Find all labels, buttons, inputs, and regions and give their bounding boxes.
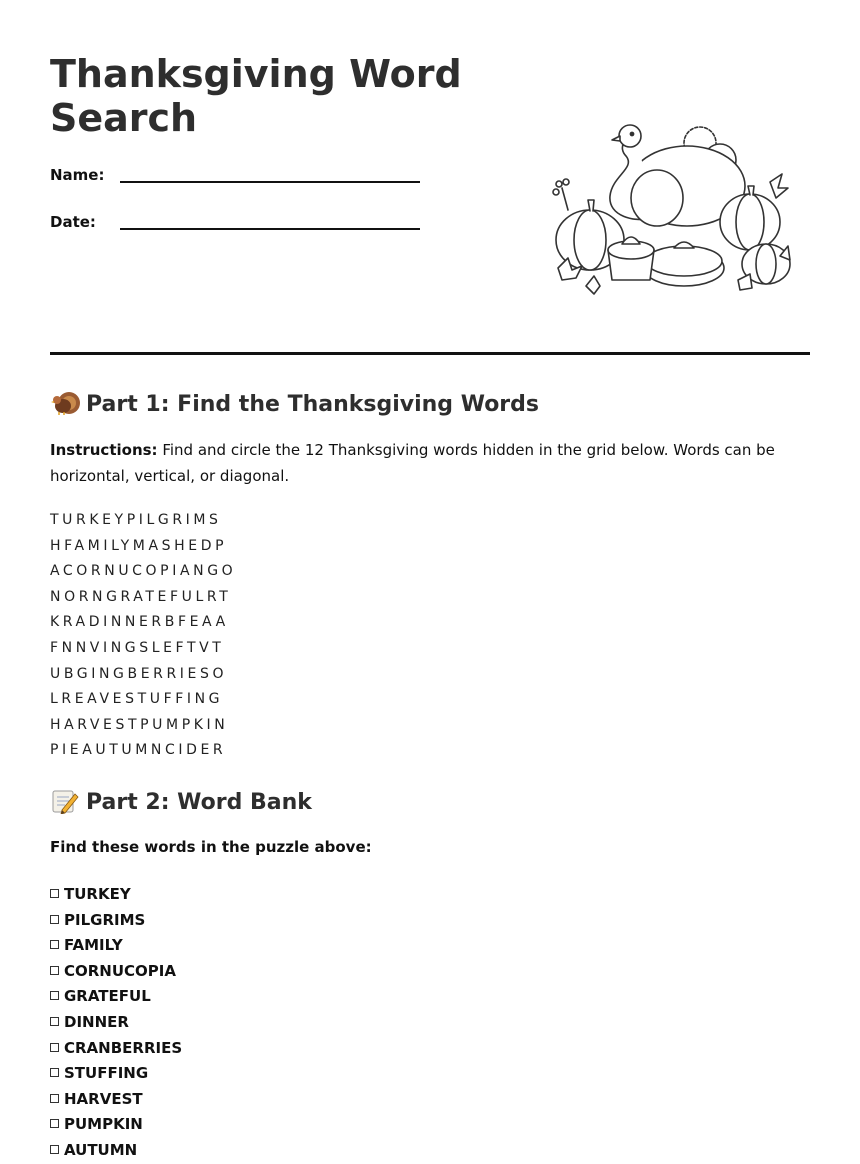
list-item[interactable] — [50, 984, 182, 1010]
checkbox[interactable] — [50, 991, 59, 1000]
checkbox[interactable] — [50, 1094, 59, 1103]
checkbox[interactable] — [50, 1145, 59, 1154]
date-line[interactable] — [120, 228, 420, 230]
list-item[interactable] — [50, 933, 182, 959]
date-label: Date: — [50, 213, 96, 231]
word-label: PUMPKIN — [64, 1115, 143, 1134]
part2-heading — [50, 788, 312, 817]
word-label: AUTUMN — [64, 1140, 138, 1159]
memo-pencil-icon — [50, 788, 80, 814]
grid-row[interactable]: HFAMILYMASHEDP — [50, 537, 228, 554]
worksheet — [50, 0, 810, 1159]
checkbox[interactable] — [50, 940, 59, 949]
list-item[interactable] — [50, 959, 182, 985]
word-bank-list — [50, 882, 182, 1164]
part1-heading-text: Part 1: Find the Thanksgiving Words — [86, 392, 539, 417]
word-search-grid — [50, 508, 236, 764]
word-label: FAMILY — [64, 936, 123, 955]
name-label: Name: — [50, 166, 105, 184]
grid-row[interactable]: TURKEYPILGRIMS — [50, 512, 222, 528]
checkbox[interactable] — [50, 1119, 59, 1128]
instructions-label: Instructions: — [50, 441, 158, 459]
grid-row[interactable]: PIEAUTUMNCIDER — [50, 742, 227, 759]
date-field[interactable] — [50, 213, 420, 237]
grid-row[interactable]: ACORNUCOPIANGO — [50, 563, 237, 580]
list-item[interactable] — [50, 1061, 182, 1087]
word-label: PILGRIMS — [64, 910, 146, 929]
word-label: GRATEFUL — [64, 987, 151, 1006]
name-line[interactable] — [120, 181, 420, 183]
checkbox[interactable] — [50, 915, 59, 924]
grid-row[interactable]: UBGINGBERRIESO — [50, 665, 228, 682]
list-item[interactable] — [50, 1087, 182, 1113]
grid-row[interactable]: LREAVESTUFFING — [50, 691, 224, 708]
instructions — [50, 437, 810, 489]
list-item[interactable] — [50, 1010, 182, 1036]
word-label: CORNUCOPIA — [64, 961, 176, 980]
name-field[interactable] — [50, 166, 420, 190]
turkey-icon — [50, 390, 80, 416]
checkbox[interactable] — [50, 889, 59, 898]
list-item[interactable] — [50, 882, 182, 908]
word-label: HARVEST — [64, 1089, 143, 1108]
grid-row[interactable]: NORNGRATEFULRT — [50, 588, 232, 605]
checkbox[interactable] — [50, 966, 59, 975]
checkbox[interactable] — [50, 1043, 59, 1052]
part2-heading-text: Part 2: Word Bank — [86, 790, 312, 815]
instructions-text: Find and circle the 12 Thanksgiving words hidden in the grid below. Words can be horizontal, vertical, or diagonal. — [50, 441, 775, 485]
list-item[interactable] — [50, 1036, 182, 1062]
checkbox[interactable] — [50, 1068, 59, 1077]
list-item[interactable] — [50, 1112, 182, 1138]
checkbox[interactable] — [50, 1017, 59, 1026]
turkey-pumpkins-pie-illustration — [542, 118, 792, 303]
list-item[interactable] — [50, 1138, 182, 1164]
word-label: TURKEY — [64, 885, 131, 903]
word-label: STUFFING — [64, 1064, 149, 1083]
grid-row[interactable]: FNNVINGSLEFTVT — [50, 639, 225, 656]
word-label: DINNER — [64, 1012, 129, 1031]
grid-row[interactable]: HARVESTPUMPKIN — [50, 716, 229, 733]
list-item[interactable] — [50, 908, 182, 934]
worksheet-header — [50, 0, 810, 355]
word-bank-intro: Find these words in the puzzle above: — [50, 838, 372, 856]
word-label: CRANBERRIES — [64, 1038, 183, 1057]
grid-row[interactable]: KRADINNERBFEAA — [50, 614, 229, 631]
page-title: Thanksgiving Word Search — [50, 52, 462, 140]
part1-heading — [50, 390, 539, 419]
